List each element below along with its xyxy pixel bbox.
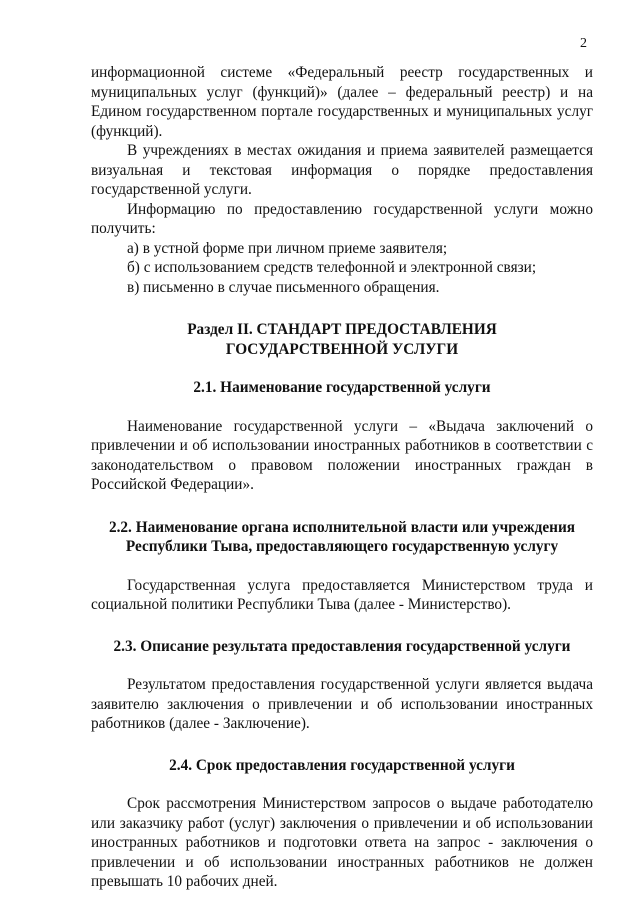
list-item: а) в устной форме при личном приеме заявителя;: [127, 239, 448, 257]
intro-paragraph-2: В учреждениях в местах ожидания и приема заявителей размещается визуальная и текстовая информация о порядке предоставления государственной услуги.: [91, 142, 593, 198]
heading-2-2: [91, 518, 593, 557]
section-title: [91, 320, 593, 359]
page-number: 2: [580, 36, 587, 51]
intro-paragraph-1: информационной системе «Федеральный реестр государственных и муниципальных услуг (функций)» (далее – федеральный реестр) и на Едином государственном портале государственных и муниципальных услуг (функций).: [91, 64, 593, 140]
section-title-line-1: Раздел II. СТАНДАРТ ПРЕДОСТАВЛЕНИЯ: [187, 321, 497, 338]
heading-2-3: 2.3. Описание результата предоставления государственной услуги: [113, 637, 571, 655]
list-item: б) с использованием средств телефонной и электронной связи;: [127, 259, 537, 276]
paragraph-2-2: Государственная услуга предоставляется Министерством труда и социальной политики Республики Тыва (далее - Министерство).: [91, 576, 593, 613]
page-content: [91, 63, 593, 892]
paragraph-2-4: Срок рассмотрения Министерством запросов о выдаче работодателю или заказчику работ (услуг) заключения о привлечении и об использовании иностранных работников и подготовки ответа на запрос - заключения о привлечении и об использовании иностранных работников не должен превышать 10 рабочих дней.: [91, 795, 593, 890]
heading-2-1: 2.1. Наименование государственной услуги: [193, 379, 491, 396]
heading-2-4: 2.4. Срок предоставления государственной услуги: [169, 756, 515, 774]
paragraph-2-1: Наименование государственной услуги – «Выдача заключений о привлечении и об использовании иностранных работников в соответствии с законодательством о правовом положении иностранных граждан в Российской Федерации».: [91, 417, 593, 493]
paragraph-2-3: Результатом предоставления государственной услуги является выдача заявителю заключения о привлечении и об использовании иностранных работников (далее - Заключение).: [91, 676, 593, 732]
heading-2-2-line-1: 2.2. Наименование органа исполнительной власти или учреждения: [108, 518, 576, 536]
list-item: в) письменно в случае письменного обращения.: [127, 278, 440, 296]
intro-paragraph-3: Информацию по предоставлению государственной услуги можно получить:: [91, 200, 593, 237]
heading-2-2-line-2: Республики Тыва, предоставляющего государственную услугу: [125, 538, 559, 555]
section-title-line-2: ГОСУДАРСТВЕННОЙ УСЛУГИ: [225, 340, 459, 358]
